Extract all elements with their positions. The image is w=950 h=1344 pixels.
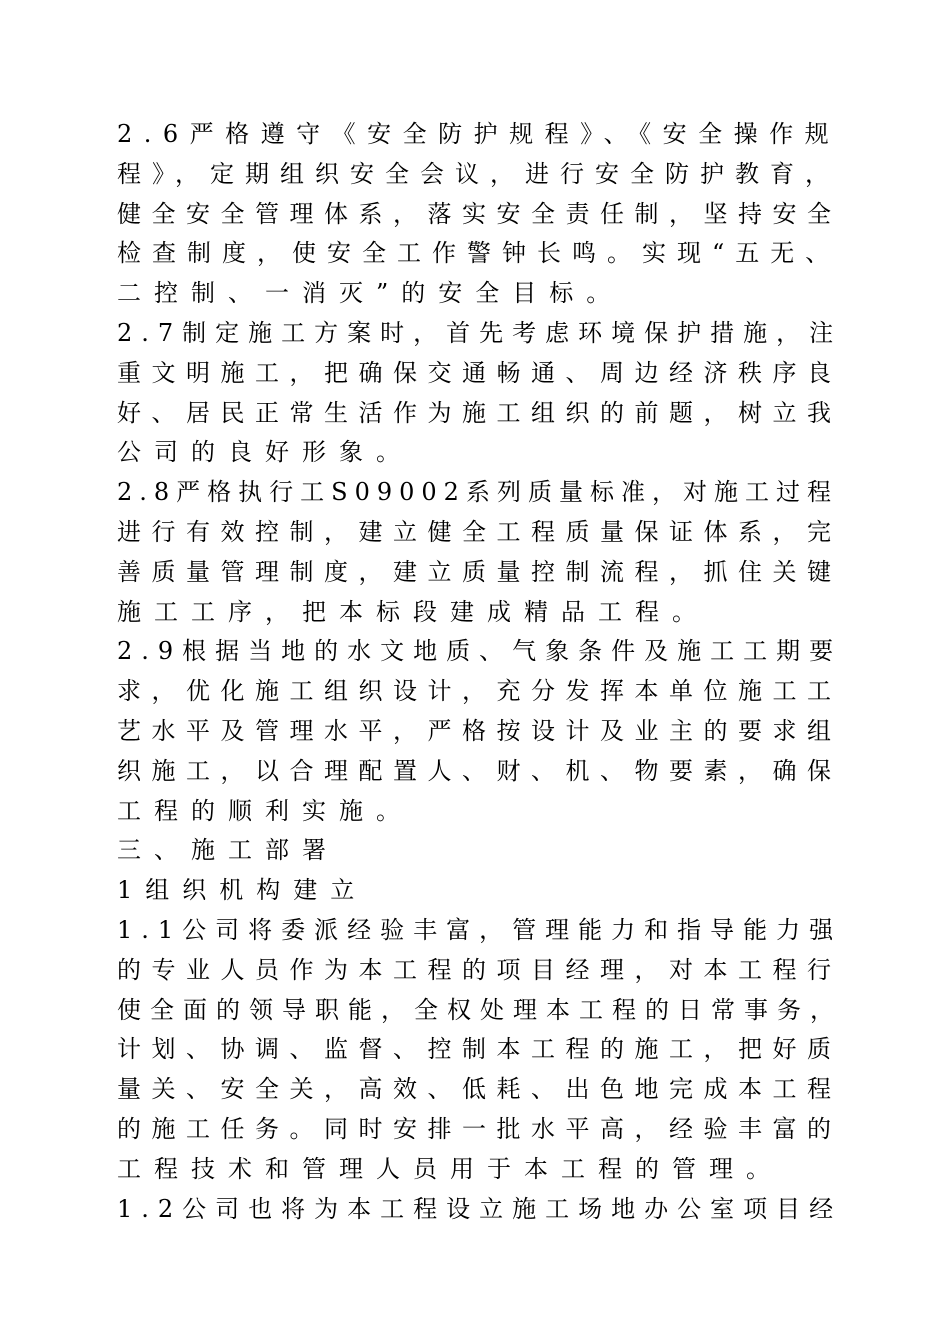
text-line: 工程的顺利实施。 bbox=[117, 796, 413, 825]
text-line: 健全安全管理体系，落实安全责任制，坚持安全 bbox=[117, 199, 842, 228]
text-line: 的专业人员作为本工程的项目经理，对本工程行 bbox=[117, 955, 842, 984]
text-line: 善质量管理制度，建立质量控制流程，抓住关键 bbox=[117, 557, 842, 586]
text-line: 好、居民正常生活作为施工组织的前题，树立我 bbox=[117, 398, 842, 427]
text-line: 二控制、一消灭”的安全目标。 bbox=[117, 279, 624, 308]
text-line: 使全面的领导职能，全权处理本工程的日常事务， bbox=[117, 995, 843, 1024]
section-heading: 三、施工部署 bbox=[117, 836, 339, 865]
text-line: 1.1公司将委派经验丰富，管理能力和指导能力强 bbox=[117, 915, 843, 944]
text-line: 施工工序，把本标段建成精品工程。 bbox=[117, 597, 709, 626]
text-line: 2.7制定施工方案时，首先考虑环境保护措施，注 bbox=[117, 318, 843, 347]
text-line: 工程技术和管理人员用于本工程的管理。 bbox=[117, 1154, 783, 1183]
text-line: 2.9根据当地的水文地质、气象条件及施工工期要 bbox=[117, 637, 843, 666]
text-line: 程》，定期组织安全会议，进行安全防护教育， bbox=[117, 159, 840, 188]
text-line: 求，优化施工组织设计，充分发挥本单位施工工 bbox=[117, 677, 842, 706]
text-line: 2.6严格遵守《安全防护规程》、《安全操作规 bbox=[117, 120, 841, 148]
text-line: 检查制度，使安全工作警钟长鸣。实现“五无、 bbox=[117, 239, 841, 268]
text-line: 量关、安全关，高效、低耗、出色地完成本工程 bbox=[117, 1075, 842, 1104]
text-line: 进行有效控制，建立健全工程质量保证体系，完 bbox=[117, 517, 842, 546]
text-line: 织施工，以合理配置人、财、机、物要素，确保 bbox=[117, 756, 842, 785]
text-line: 的施工任务。同时安排一批水平高，经验丰富的 bbox=[117, 1114, 842, 1143]
text-line: 重文明施工，把确保交通畅通、周边经济秩序良 bbox=[117, 358, 842, 387]
document-body bbox=[117, 115, 847, 1229]
text-line: 2.8严格执行工S09002系列质量标准，对施工过程 bbox=[117, 478, 838, 507]
subsection-heading: 1组织机构建立 bbox=[117, 876, 368, 905]
text-line: 计划、协调、监督、控制本工程的施工，把好质 bbox=[117, 1035, 842, 1064]
text-line: 公司的良好形象。 bbox=[117, 438, 413, 467]
text-line: 1.2公司也将为本工程设立施工场地办公室项目经 bbox=[117, 1194, 843, 1223]
text-line: 艺水平及管理水平，严格按设计及业主的要求组 bbox=[117, 716, 842, 745]
